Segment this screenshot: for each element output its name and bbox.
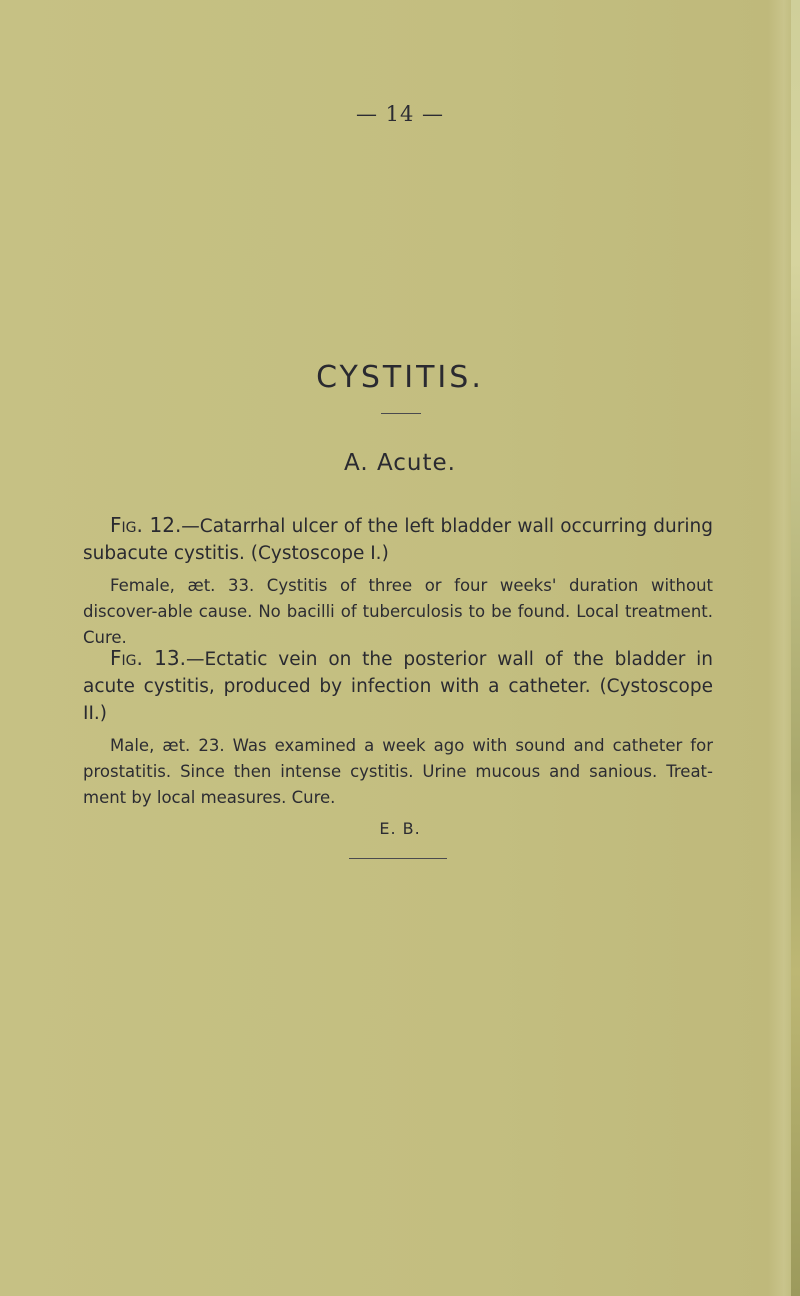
figure-caption [83, 512, 713, 567]
figure-label: Fig. 12. [110, 513, 182, 537]
author-initials: E. B. [379, 819, 421, 838]
page-number: — 14 — [355, 102, 445, 126]
figure-entry-13 [83, 645, 713, 811]
section-end-rule [349, 858, 447, 859]
figure-entry-12 [83, 512, 713, 651]
chapter-title: CYSTITIS. [316, 360, 484, 395]
page-edge [791, 0, 800, 1296]
section-heading: A. Acute. [344, 450, 456, 476]
figure-caption [83, 645, 713, 727]
figure-caption-text: —Ectatic vein on the posterior wall of the bladder in acute cystitis, produced by infection with a catheter. (Cystoscope II.) [83, 649, 713, 724]
case-description: Female, æt. 33. Cystitis of three or four weeks' duration without discover-able cause. No bacilli of tuberculosis to be found. Local treatment. Cure. [83, 576, 713, 647]
case-description: Male, æt. 23. Was examined a week ago with sound and catheter for prostatitis. Since then intense cystitis. Urine mucous and sanious. Treat-ment by local measures. Cure. [83, 736, 713, 807]
figure-caption-text: —Catarrhal ulcer of the left bladder wall occurring during subacute cystitis. (Cystoscope I.) [83, 516, 713, 564]
title-divider [381, 413, 421, 414]
figure-label: Fig. 13. [110, 646, 186, 670]
